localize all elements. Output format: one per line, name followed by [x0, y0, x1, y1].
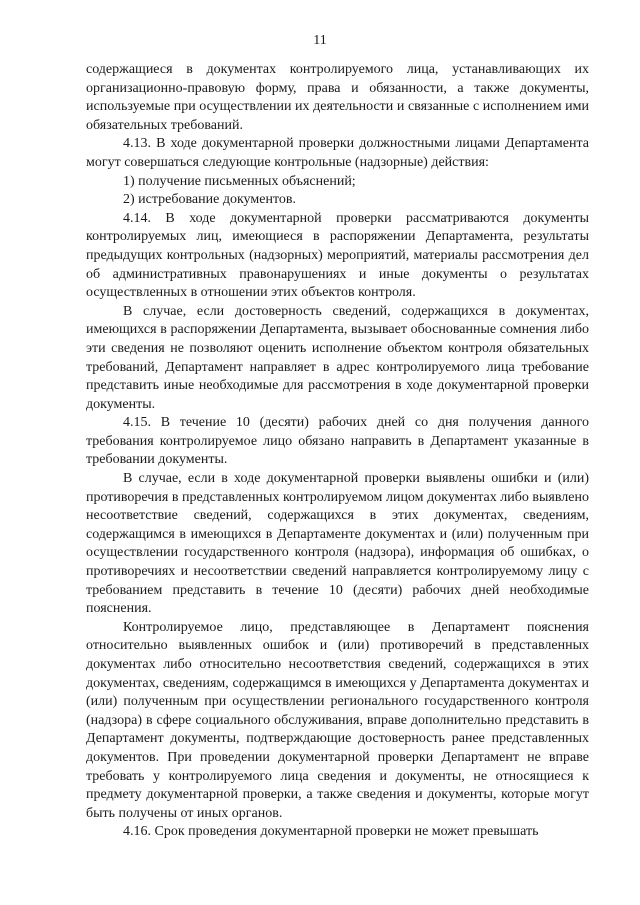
paragraph: 4.16. Срок проведения документарной проверки не может превышать [123, 824, 539, 840]
list-item: 1) получение письменных объяснений; [123, 173, 356, 189]
paragraph: Контролируемое лицо, представляющее в Департамент пояснения относительно выявленных ошибок и (или) противоречий в представленных документах либо относительно несоответствия сведений, содержащихся в этих документах, сведениям, содержащимся в имеющихся у Департамента документах и (или) полученным при осуществлении регионального государственного контроля (надзора) в сфере социального обслуживания, вправе дополнительно представить в Департамент документы, подтверждающие достоверность ранее представленных документов. При проведении документарной проверки Департамент не вправе требовать у контролируемого лица сведения и документы, не относящиеся к предмету документарной проверки, а также сведения и документы, которые могут быть получены от иных органов. [86, 619, 589, 821]
paragraph: 4.14. В ходе документарной проверки рассматриваются документы контролируемых лиц, имеющиеся в распоряжении Департамента, результаты предыдущих контрольных (надзорных) мероприятий, материалы рассмотрения дел об административных правонарушениях и иные документы о результатах осуществленных в отношении этих объектов контроля. [86, 210, 589, 301]
document-body [86, 61, 589, 842]
page-number: 11 [313, 33, 327, 48]
paragraph: В случае, если в ходе документарной проверки выявлены ошибки и (или) противоречия в представленных контролируемом лицом документах либо выявлено несоответствие сведений, содержащихся в этих документах, сведениям, содержащимся в имеющихся в Департаменте документах и (или) полученным при осуществлении государственного контроля (надзора), информация об ошибках, о противоречиях и несоответствии сведений направляется контролируемому лицу с требованием представить в течение 10 (десяти) рабочих дней необходимые пояснения. [86, 471, 589, 617]
paragraph: 4.15. В течение 10 (десяти) рабочих дней со дня получения данного требования контролируемое лицо обязано направить в Департамент указанные в требовании документы. [86, 415, 589, 468]
paragraph: содержащиеся в документах контролируемого лица, устанавливающих их организационно-правовую форму, права и обязанности, а также документы, используемые при осуществлении их деятельности и связанные с исполнением ими обязательных требований. [86, 62, 589, 133]
list-item: 2) истребование документов. [123, 192, 296, 208]
paragraph: В случае, если достоверность сведений, содержащихся в документах, имеющихся в распоряжении Департамента, вызывает обоснованные сомнения либо эти сведения не позволяют оценить исполнение объектом контроля обязательных требований, Департамент направляет в адрес контролируемого лица требование представить иные необходимые для рассмотрения в ходе документарной проверки документы. [86, 303, 589, 412]
paragraph: 4.13. В ходе документарной проверки должностными лицами Департамента могут совершаться следующие контрольные (надзорные) действия: [86, 136, 589, 170]
